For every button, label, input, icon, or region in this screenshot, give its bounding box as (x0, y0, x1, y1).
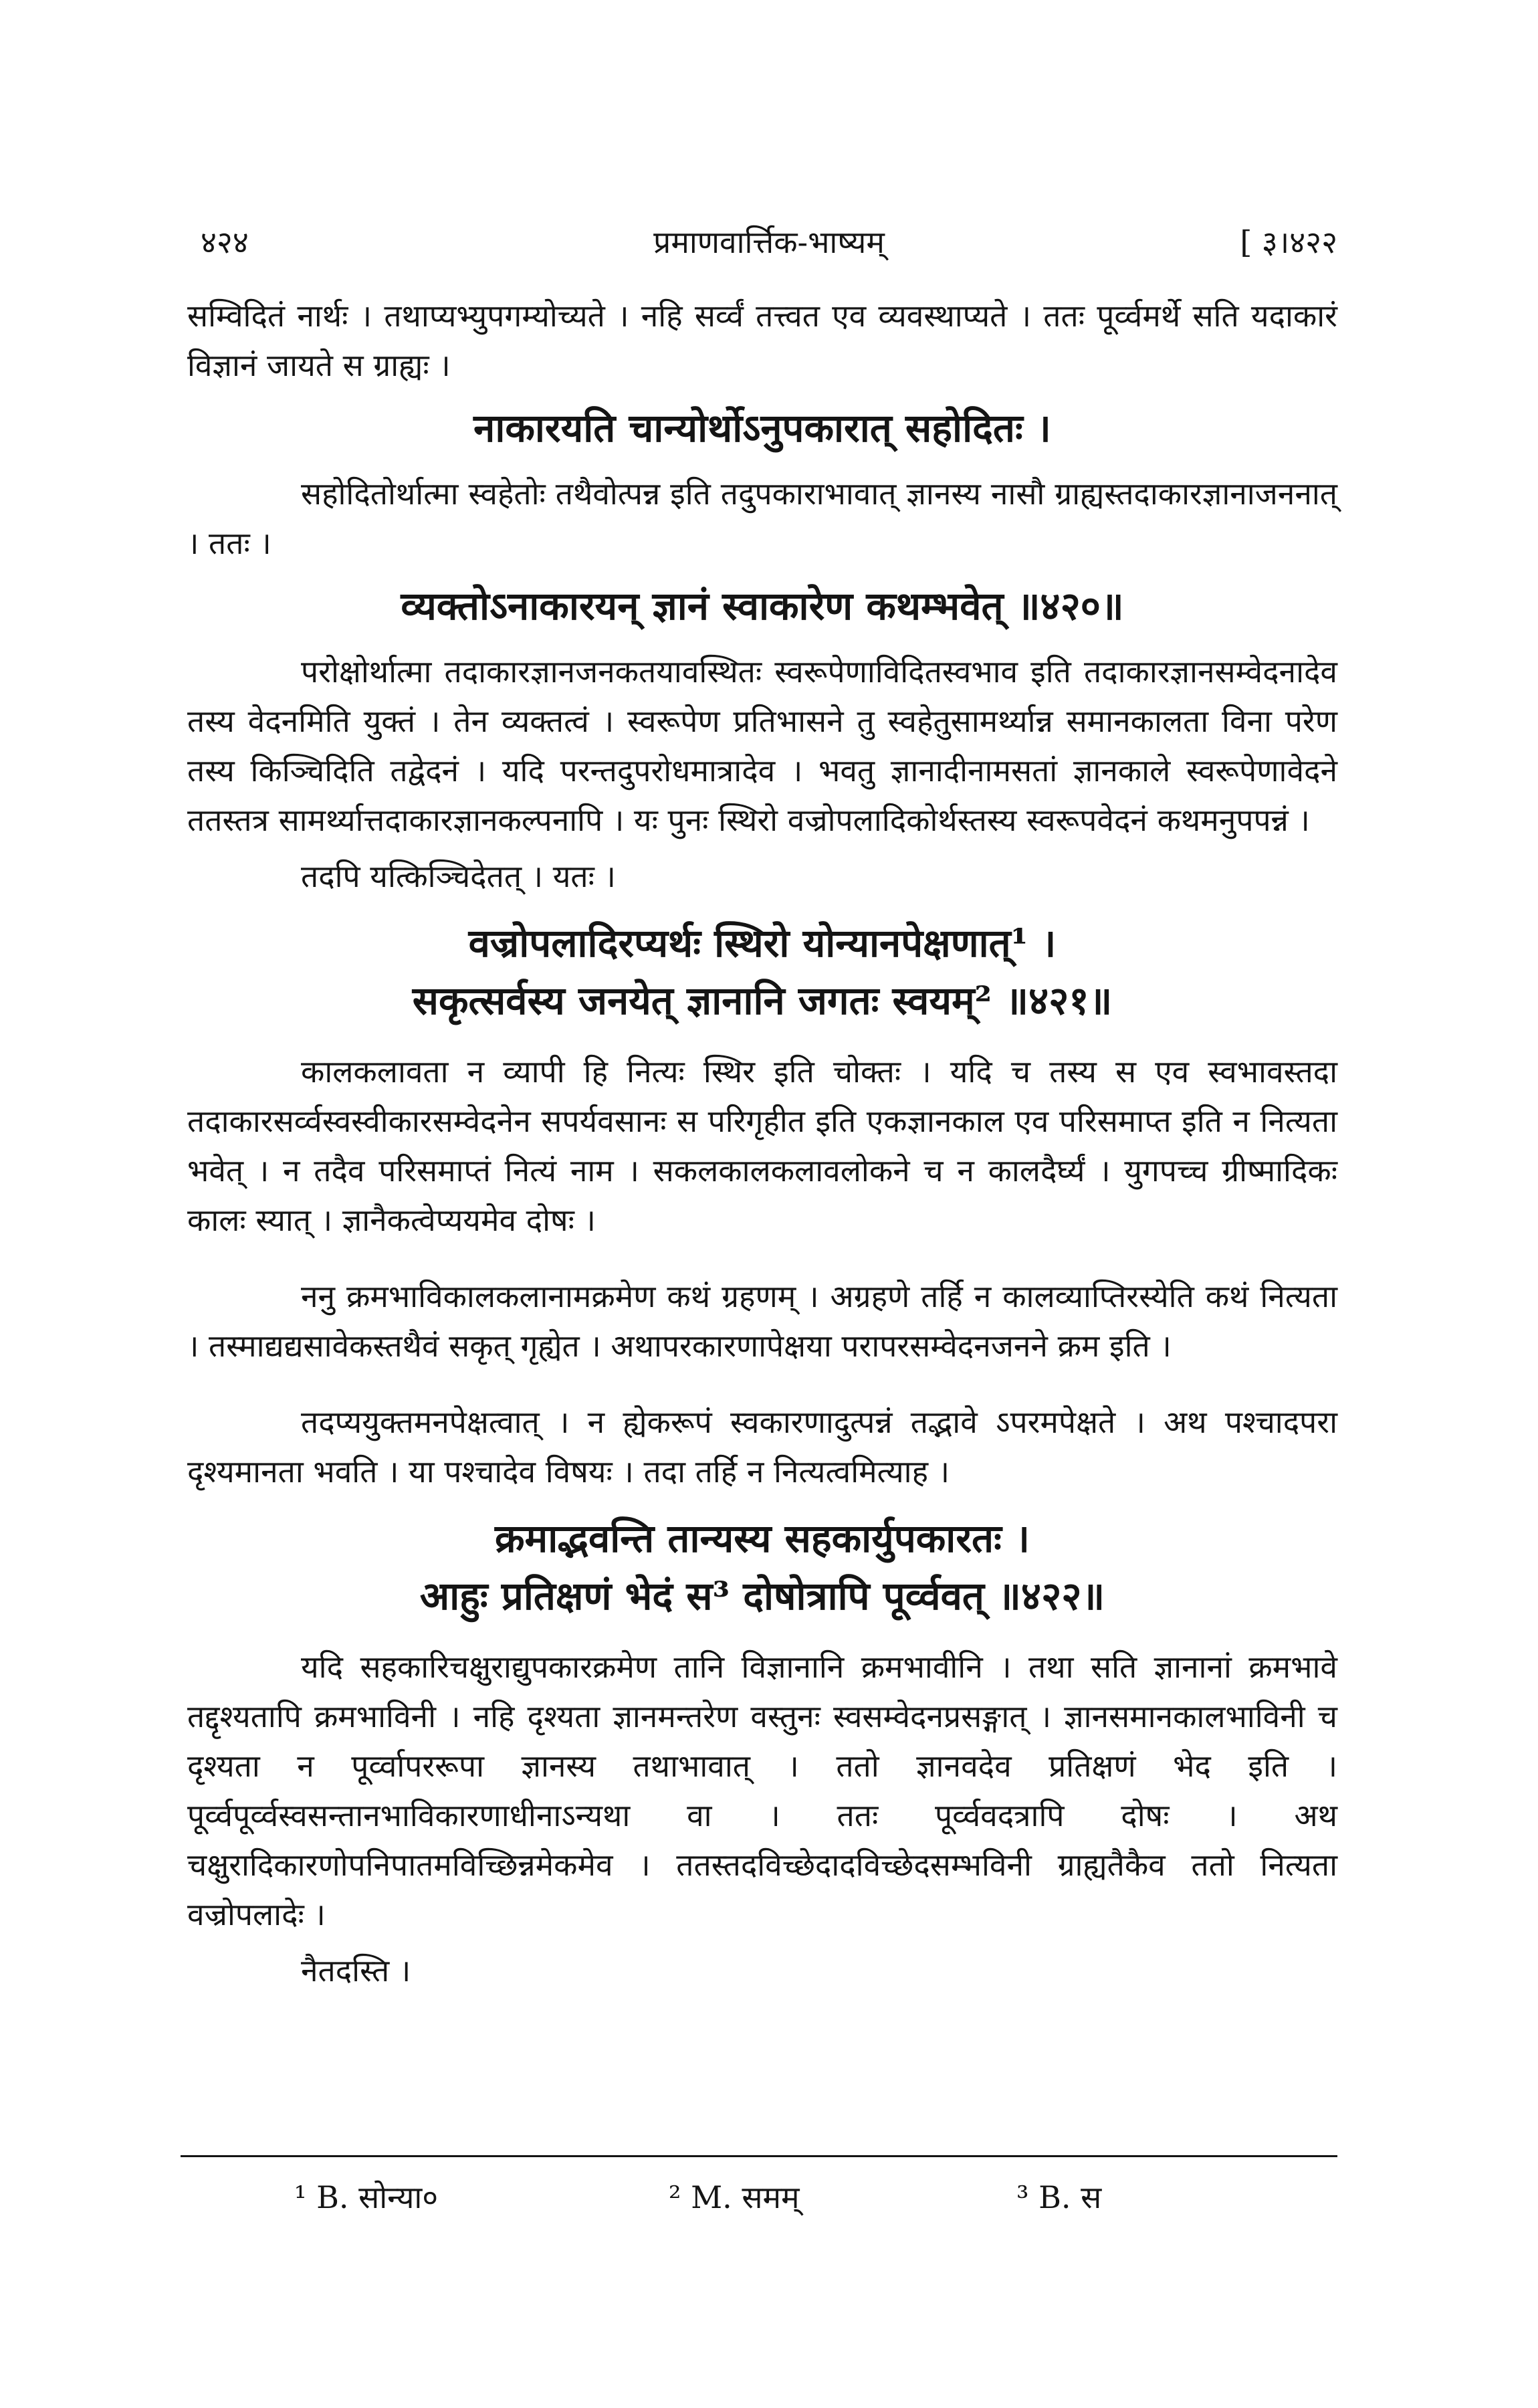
verse-block (187, 1510, 1337, 1625)
footnote-2: ² M. समम् (669, 2179, 800, 2215)
page-header (201, 221, 1337, 274)
commentary-paragraph: कालकलावता न व्यापी हि नित्यः स्थिर इति चोक्तः । यदि च तस्य स एव स्वभावस्तदा तदाकारसर्व्वस्वस्वीकारसम्वेदनेन सपर्यवसानः स परिगृहीत इति एकज्ञानकाल एव परिसमाप्त इति न नित्यता भवेत् । न तदैव परिसमाप्तं नित्यं नाम । सकलकालकलावलोकने च न कालदैर्घ्यं । युगपच्च ग्रीष्मादिकः कालः स्यात् । ज्ञानैकत्वेप्ययमेव दोषः । (187, 1054, 1337, 1238)
verse-block (187, 914, 1337, 1029)
commentary-paragraph: यदि सहकारिचक्षुराद्युपकारक्रमेण तानि विज्ञानानि क्रमभावीनि । तथा सति ज्ञानानां क्रमभावे तद्दृश्यतापि क्रमभाविनी । नहि दृश्यता ज्ञानमन्तरेण वस्तुनः स्वसम्वेदनप्रसङ्गात् । ज्ञानसमानकालभाविनी च दृश्यता न पूर्व्वापररूपा ज्ञानस्य तथाभावात् । ततो ज्ञानवदेव प्रतिक्षणं भेद इति । पूर्व्वपूर्व्वस्वसन्तानभाविकारणाधीनाऽन्यथा वा । ततः पूर्व्ववदत्रापि दोषः । अथ चक्षुरादिकारणोपनिपातमविच्छिन्नमेकमेव । ततस्तदविच्छेदादविच्छेदसम्भविनी ग्राह्यतैकैव ततो नित्यता वज्रोपलादेः । (187, 1649, 1337, 1932)
commentary-paragraph: तदपि यत्किञ्चिदेतत् । यतः । (301, 858, 616, 894)
commentary-paragraph: सम्विदितं नार्थः । तथाप्यभ्युपगम्योच्यते । नहि सर्व्वं तत्त्वत एव व्यवस्थाप्यते । ततः पूर्व्वमर्थे सति यदाकारं विज्ञानं जायते स ग्राह्यः । (187, 298, 1337, 383)
section-reference: [ ३।४२२ (1240, 224, 1337, 260)
verse-line: व्यक्तोऽनाकारयन् ज्ञानं स्वाकारेण कथम्भवेत् ॥४२०॥ (401, 583, 1124, 629)
commentary-paragraph: परोक्षोर्थात्मा तदाकारज्ञानजनकतयावस्थितः स्वरूपेणाविदितस्वभाव इति तदाकारज्ञानसम्वेदनादेव तस्य वेदनमिति युक्तं । तेन व्यक्तत्वं । स्वरूपेण प्रतिभासने तु स्वहेतुसामर्थ्यान्न समानकालता विना परेण तस्य किञ्चिदिति तद्वेदनं । यदि परन्तदुपरोधमात्रादेव । भवतु ज्ञानादीनामसतां ज्ञानकाले स्वरूपेणावेदने ततस्तत्र सामर्थ्यात्तदाकारज्ञानकल्पनापि । यः पुनः स्थिरो वज्रोपलादिकोर्थस्तस्य स्वरूपवेदनं कथमनुपपन्नं । (187, 654, 1337, 838)
verse-line: सकृत्सर्वस्य जनयेत् ज्ञानानि जगतः स्वयम्² ॥४२१॥ (412, 978, 1113, 1023)
verse-line: आहुः प्रतिक्षणं भेदं स³ दोषोत्रापि पूर्व्ववत् ॥४२२॥ (419, 1573, 1105, 1619)
commentary-paragraph: ननु क्रमभाविकालकलानामक्रमेण कथं ग्रहणम् । अग्रहणे तर्हि न कालव्याप्तिरस्येति कथं नित्यता । तस्माद्यद्यसावेकस्तथैवं सकृत् गृह्येत । अथापरकारणापेक्षया परापरसम्वेदनजनने क्रम इति । (187, 1278, 1337, 1364)
commentary-paragraph: नैतदस्ति । (301, 1952, 411, 1989)
commentary-paragraph: सहोदितोर्थात्मा स्वहेतोः तथैवोत्पन्न इति तदुपकाराभावात् ज्ञानस्य नासौ ग्राह्यस्तदाकारज्ञानाजननात् । ततः । (187, 476, 1337, 561)
page-number: ४२४ (201, 224, 249, 260)
footnote-1: ¹ B. सोन्या० (294, 2179, 439, 2215)
running-title: प्रमाणवार्त्तिक-भाष्यम् (653, 224, 885, 260)
verse-line: क्रमाद्भवन्ति तान्यस्य सहकार्युपकारतः । (494, 1516, 1030, 1561)
verse-line: वज्रोपलादिरप्यर्थः स्थिरो योन्यानपेक्षणात्¹ । (468, 920, 1057, 966)
verse-line: नाकारयति चान्योर्थोऽनुपकारात् सहोदितः । (473, 405, 1051, 451)
footnote-3: ³ B. स (1016, 2179, 1102, 2215)
page-body (187, 291, 1337, 2002)
commentary-paragraph: तदप्ययुक्तमनपेक्षत्वात् । न ह्येकरूपं स्वकारणादुत्पन्नं तद्भावे ऽपरमपेक्षते । अथ पश्चादपरा दृश्यमानता भवति । या पश्चादेव विषयः । तदा तर्हि न नित्यत्वमित्याह । (187, 1404, 1337, 1490)
footnote-divider (181, 2155, 1337, 2157)
